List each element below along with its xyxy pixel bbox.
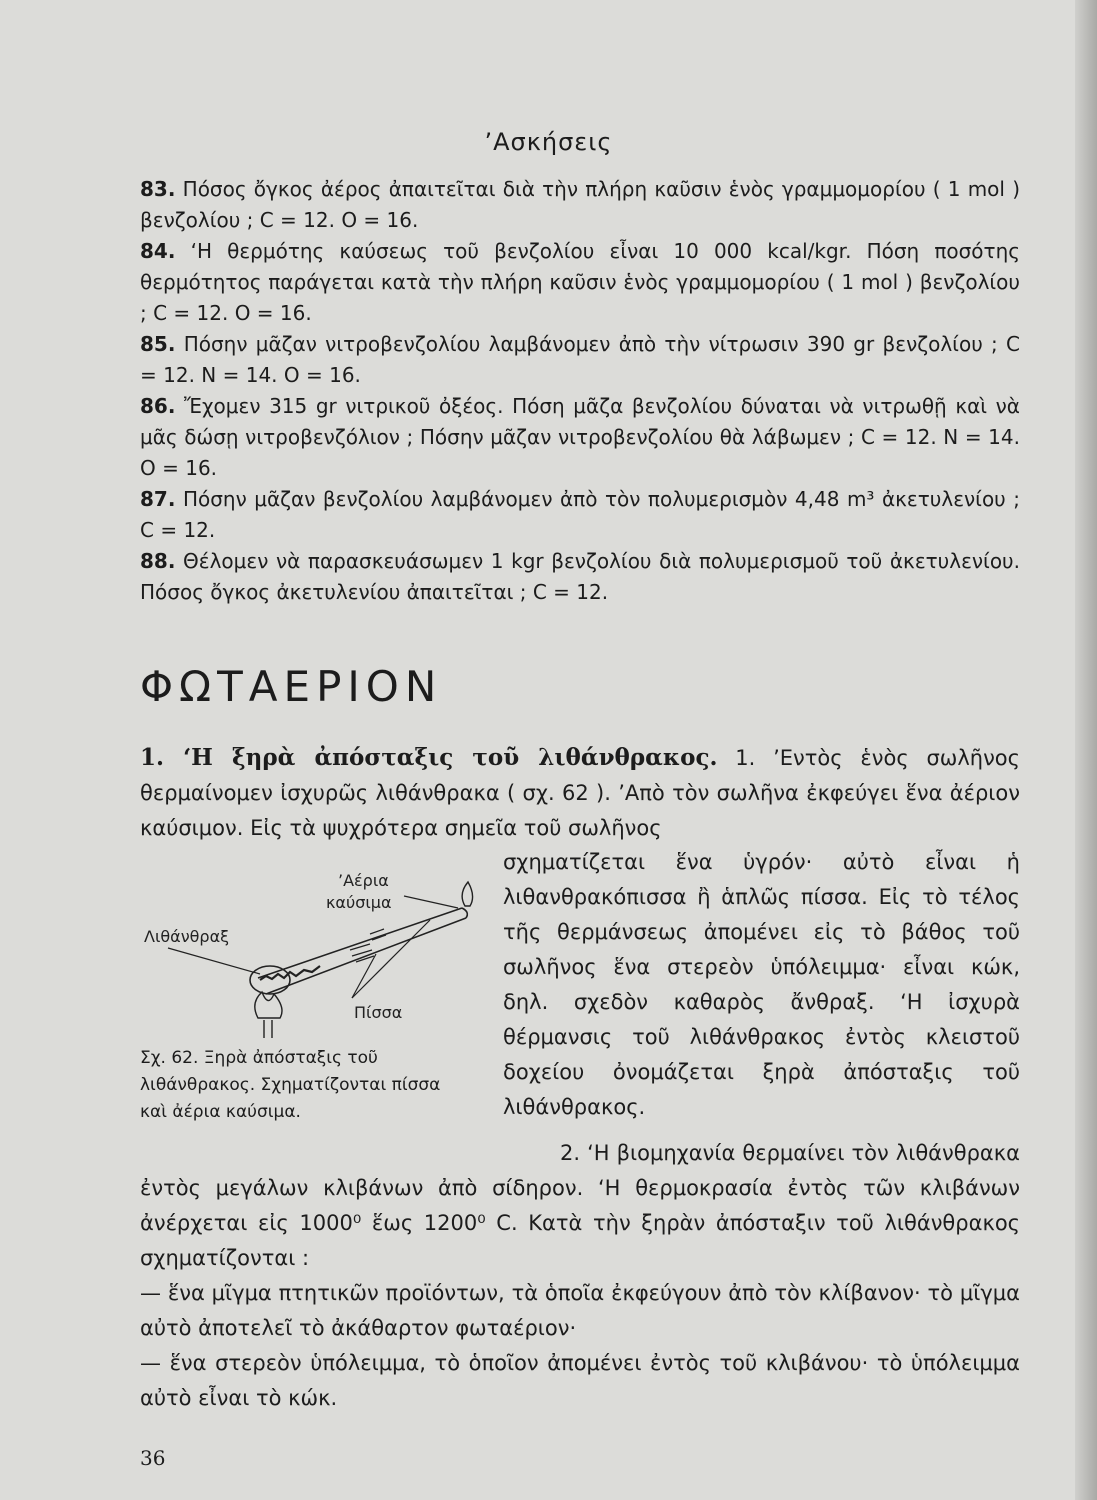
exercises-title: ’Ασκήσεις [484,128,613,156]
list-item-volatile-products: — ἕνα μῖγμα πτητικῶν προϊόντων, τὰ ὁποῖα ἐκφεύγουν ἀπὸ τὸν κλίβανον· τὸ μῖγμα αὐτὸ ἀποτελεῖ τὸ ἀκάθαρτον φωταέριον· [140,1281,1020,1340]
right-column-text: σχηματίζεται ἕνα ὑγρόν· αὐτὸ εἶναι ἡ λιθανθρακόπισσα ἢ ἁπλῶς πίσσα. Εἰς τὸ τέλος τῆς θερμάνσεως ἀπομένει εἰς τὸ βάθος τοῦ σωλῆνος ἕνα στερεὸν ὑπόλειμμα· εἶναι κώκ, δηλ. σχεδὸν καθαρὸς ἄνθραξ. ‘Η ἰσχυρὰ θέρμανσις τοῦ λιθάνθρακος ἐντὸς κλειστοῦ δοχείου ὀνομάζεται ξηρὰ ἀπόσταξις τοῦ λιθάνθρακος. [503,850,1020,1119]
exercise-number: 87. [140,487,176,511]
distillation-diagram [140,868,485,1048]
exercise-text: Ἔχομεν 315 gr νιτρικοῦ ὀξέος. Πόση μᾶζα βενζολίου δύναται νὰ νιτρωθῇ καὶ νὰ μᾶς δώσῃ νιτροβενζόλιον ; Πόσην μᾶζαν νιτροβενζολίου θὰ λάβωμεν ; C = 12. N = 14. O = 16. [140,394,1020,480]
label-gases-line1: ’Αέρια [338,871,389,890]
exercise-number: 83. [140,177,176,201]
leader-lines [168,896,458,998]
exercise-text: Πόσος ὄγκος ἀέρος ἀπαιτεῖται διὰ τὴν πλήρη καῦσιν ἑνὸς γραμμομορίου ( 1 mol ) βενζολίου ; C = 12. O = 16. [140,177,1020,232]
intro-text: 1. ’Εντὸς ἑνὸς σωλῆνος θερμαίνομεν ἰσχυρῶς λιθάνθρακα ( σχ. 62 ). ’Απὸ τὸν σωλῆνα ἐκφεύγει ἕνα ἀέριον καύσιμον. Εἰς τὰ ψυχρότερα σημεῖα τοῦ σωλῆνος [140,746,1020,840]
intro-paragraph [140,740,1020,846]
figure-caption: Σχ. 62. Ξηρὰ ἀπόσταξις τοῦ λιθάνθρακος. Σχηματίζονται πίσσα καὶ ἀέρια καύσιμα. [140,1048,441,1122]
list-item-coke-residue: — ἕνα στερεὸν ὑπόλειμμα, τὸ ὁποῖον ἀπομένει ἐντὸς τοῦ κλιβάνου· τὸ ὑπόλειμμα αὐτὸ εἶναι τὸ κώκ. [140,1351,1020,1410]
exercise-number: 84. [140,239,176,263]
exercise-number: 86. [140,394,176,418]
subsection-heading: 1. ‘Η ξηρὰ ἀπόσταξις τοῦ λιθάνθρακος. [140,744,718,771]
exercise-text: Πόσην μᾶζαν βενζολίου λαμβάνομεν ἀπὸ τὸν πολυμερισμὸν 4,48 m³ ἀκετυλενίου ; C = 12. [140,487,1020,542]
paragraph-2-lead: 2. ‘Η βιομηχανία θερμαίνει τὸν λιθάνθρακα ἐντὸς μεγάλων κλιβάνων ἀπὸ σίδηρον. ‘Η θερμοκρασία ἐντὸς τῶν κλιβάνων ἀνέρχεται εἰς 1000⁰ ἕως 1200⁰ C. Κατὰ τὴν ξηρὰν ἀπόσταξιν τοῦ λιθάνθρακος σχηματίζονται : [140,1141,1020,1270]
label-tar: Πίσσα [354,1003,403,1022]
label-gases-line2: καύσιμα [326,893,392,912]
page-edge-shadow [1075,0,1097,1500]
exercise-item [140,236,1020,329]
exit-flame [462,882,472,906]
burner-flame [255,992,282,1038]
section-title: ΦΩΤΑΕΡΙΟΝ [140,662,443,711]
label-coal: Λιθάνθραξ [144,927,230,946]
exercise-item [140,484,1020,546]
paragraph-2 [140,1136,1020,1416]
exercise-text: ‘Η θερμότης καύσεως τοῦ βενζολίου εἶναι 10 000 kcal/kgr. Πόση ποσότης θερμότητος παράγεται κατὰ τὴν πλήρη καῦσιν ἑνὸς γραμμομορίου ( 1 mol ) βενζολίου ; C = 12. O = 16. [140,239,1020,325]
exercise-item [140,174,1020,236]
exercise-item [140,546,1020,608]
tube-illustration [250,908,467,994]
exercise-text: Θέλομεν νὰ παρασκευάσωμεν 1 kgr βενζολίου διὰ πολυμερισμοῦ τοῦ ἀκετυλενίου. Πόσος ὄγκος ἀκετυλενίου ἀπαιτεῖται ; C = 12. [140,549,1020,604]
figure-62 [140,868,485,1048]
exercise-number: 85. [140,332,176,356]
exercise-item [140,329,1020,391]
exercise-text: Πόσην μᾶζαν νιτροβενζολίου λαμβάνομεν ἀπὸ τὴν νίτρωσιν 390 gr βενζολίου ; C = 12. N = 14. O = 16. [140,332,1020,387]
page-number: 36 [140,1446,166,1470]
exercise-number: 88. [140,549,176,573]
exercises-list [140,174,1020,608]
exercise-item [140,391,1020,484]
